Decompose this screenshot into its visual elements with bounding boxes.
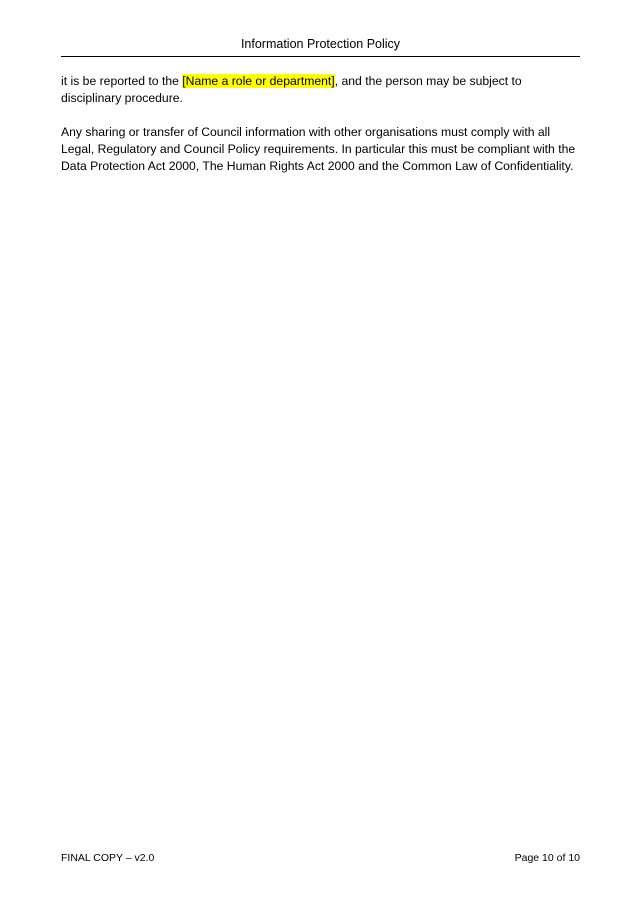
paragraph-1-text-before: it is be reported to the [61, 74, 183, 88]
highlighted-placeholder: [Name a role or department] [182, 74, 335, 88]
paragraph-1-text-after: , and the person may be subject to disciplinary procedure. [61, 74, 522, 105]
footer-version: FINAL COPY – v2.0 [61, 852, 155, 864]
footer-page-number: Page 10 of 10 [514, 852, 580, 864]
paragraph-disciplinary [61, 73, 580, 107]
paragraph-information-sharing: Any sharing or transfer of Council information with other organisations must comply with all Legal, Regulatory and Council Policy requirements. In particular this must be compliant with the Data Protection Act 2000, The Human Rights Act 2000 and the Common Law of Confidentiality. [61, 125, 576, 173]
header-divider [61, 56, 580, 57]
document-body [61, 73, 580, 175]
page-header-title: Information Protection Policy [240, 37, 401, 51]
